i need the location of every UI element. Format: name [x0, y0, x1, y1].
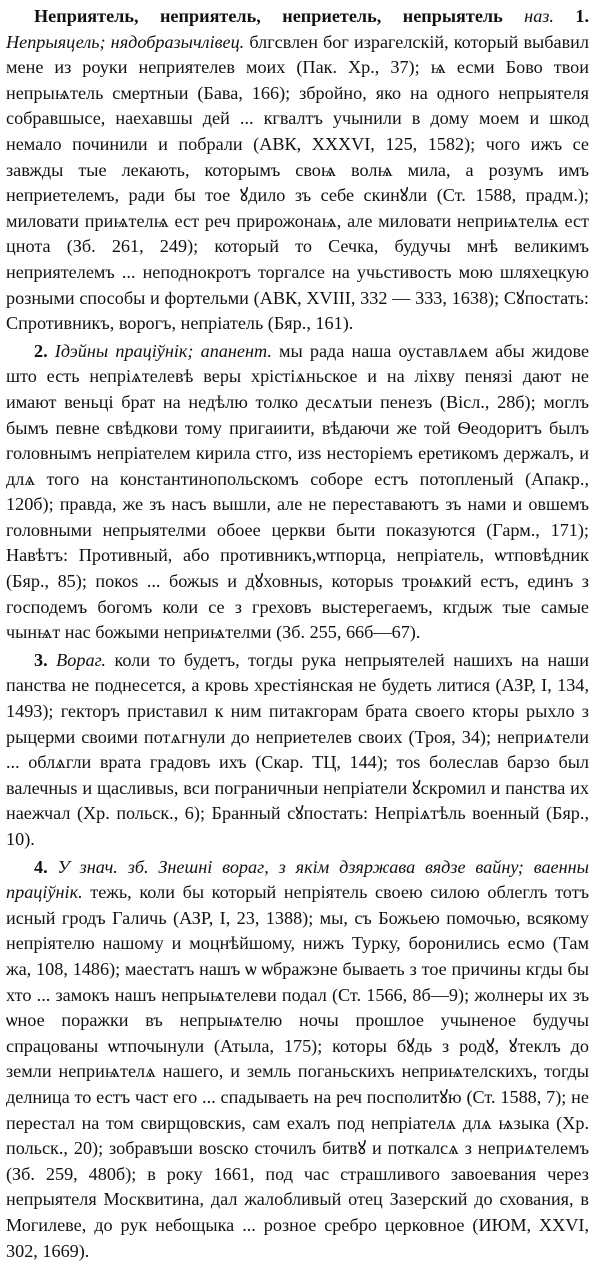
sense-3-gloss: Вораг. [56, 649, 106, 670]
sense-4-citations: тежь, коли бы который непріятель своею силою облеглъ тотъ исный гродъ Галичь (АЗР, I, 23, 1388); мы, съ Божьею помочью, всякому непріятелю нашому и моцнѣйшому, нижъ Турку, боронились есмо (Там жа, 108, 1486); маестатъ нашъ ѡ ѡбражэне бываеть з тое причины кгды бы хто ... замокъ нашъ непрыѩтелеви подал (Ст. 1566, 8б—9); жолнеры их зъ ѡное поражки въ непрыѩтелю ночы прошлое учыненое будучы спрацованы ѡтпочынули (Атыла, 175); которы бꙋдь з родꙋ, ꙋтеклъ до земли неприѩтелѧ нашего, и земль поганьскихъ неприѩтелскихъ, тогды делница то естъ част его ... спадываеть на реч посполитꙋю (Ст. 1588, 7); не перестал на том свирщовскиѕ, сам ехалъ под непріателѧ длѧ ѩзыка (Хр. польск., 20); зобравъши воѕско сточилъ битвꙋ и поткалсѧ з неприѧтелемъ (Зб. 259, 480б); в року 1661, под час страшливого завоевания через непрыятеля Москвитина, дал жалобливый отец Зазерский до схования, в Могилеве, до рук небощыка ... розное сребро церковное (ИЮМ, XXVI, 302, 1669). [6, 882, 589, 1261]
sense-3-citations: коли то будетъ, тогды рука непрыятелей нашихъ на наши панства не поднесется, а кровь хрестіянская не будеть литися (АЗР, I, 134, 1493); гекторъ приставил к ним питакгорам брата своего кторы рыхло з рыцерми своими потѧгнули до неприетелев своих (Троя, 34); неприѧтели ... облѧгли врата градовъ ихъ (Скар. ТЦ, 144); тоѕ болеслав барзо был валечныѕ и щасливыѕ, вси пограничныи непріатели ꙋскромил и панства их наежчал (Хр. польск., 6); Бранный сꙋпостать: Непріѧтѣль военный (Бяр., 10). [6, 649, 590, 849]
sense-2-number: 2. [34, 340, 48, 361]
sense-1-paragraph [6, 4, 589, 337]
sense-2-citations: мы рада наша оуставлѧем абы жидове што есть непріѧтелевѣ веры хрістіѧньское и на ліхву пенязі дают не имают веньці брат на недѣлю толко десѧтыи пенезъ (Вісл., 28б); моглъ бымъ певне свѣдкови тому пригаиити, вѣдаючи же той Ѳеодоритъ былъ головнымъ непріателем кирила стго, изѕ несторіемъ еретикомъ держалъ, и длѧ того на константинопольскомъ соборе естъ потопленый (Апакр., 120б); правда, же зъ насъ вышли, але не переставаютъ зъ нами и овшемъ головными непрыятелми обоее церкви быти показуются (Гарм., 171); Навѣтъ: Противный, або противникъ,ѡтпорца, непріатель, ѡтповѣдник (Бяр., 85); покоѕ ... божыѕ и дꙋховныѕ, которыѕ троѩкий естъ, единъ з господемъ богомъ коли се з греховъ выстерегаемъ, кгдыж тые самые чынѩт нас божыми неприѩтелми (Зб. 255, 66б—67). [6, 340, 590, 643]
sense-3-paragraph [6, 648, 589, 853]
sense-1-number: 1. [575, 6, 590, 26]
sense-2-gloss: Ідэйны праціўнік; апанент. [54, 340, 272, 361]
sense-3-number: 3. [34, 649, 48, 670]
sense-2-paragraph [6, 339, 589, 646]
entry-lemma: Неприятель, неприятель, неприетель, непрыятель [34, 6, 503, 26]
grammar-label: наз. [524, 6, 554, 26]
sense-4-number: 4. [34, 856, 48, 877]
sense-1-citations: блгсвлен бог израгелскій, который выбавил мене из роуки неприятелев моих (Пак. Хр., 37); ѩ есми Бово твои непрыѩтель смертныи (Бава, 166); збройно, яко на одного непрыятеля собравшысе, наехавшы дей ... кгвалтъ учынили в дому моем и шкод немало починили и побрали (АВК, XXXVI, 125, 1582); чого ижъ се завжды тые лекають, которымъ своѩ волѩ мила, а розумъ имъ неприетелемъ, ради бы тое ꙋдило зъ себе скинꙋли (Ст. 1588, прадм.); миловати приѩтелѩ ест реч прирожонаѩ, але миловати неприѩтелѩ ест цнота (Зб. 261, 249); который то Сечка, будучы мнѣ великимъ неприятелемъ ... неподнокротъ торгалсе на учьстивость мою шляхецкую розными способы и фортельми (АВК, XVIII, 332 — 333, 1638); Сꙋпостать: Спротивникъ, ворогъ, непріатель (Бяр., 161). [6, 31, 589, 334]
sense-1-gloss: Непрыяцель; нядобразычлівец. [6, 31, 245, 52]
sense-4-gloss: У знач. зб. Знешні вораг, з якім дзяржава вядзе вайну; ваенны праціўнік. [6, 856, 589, 903]
sense-4-paragraph [6, 855, 589, 1265]
